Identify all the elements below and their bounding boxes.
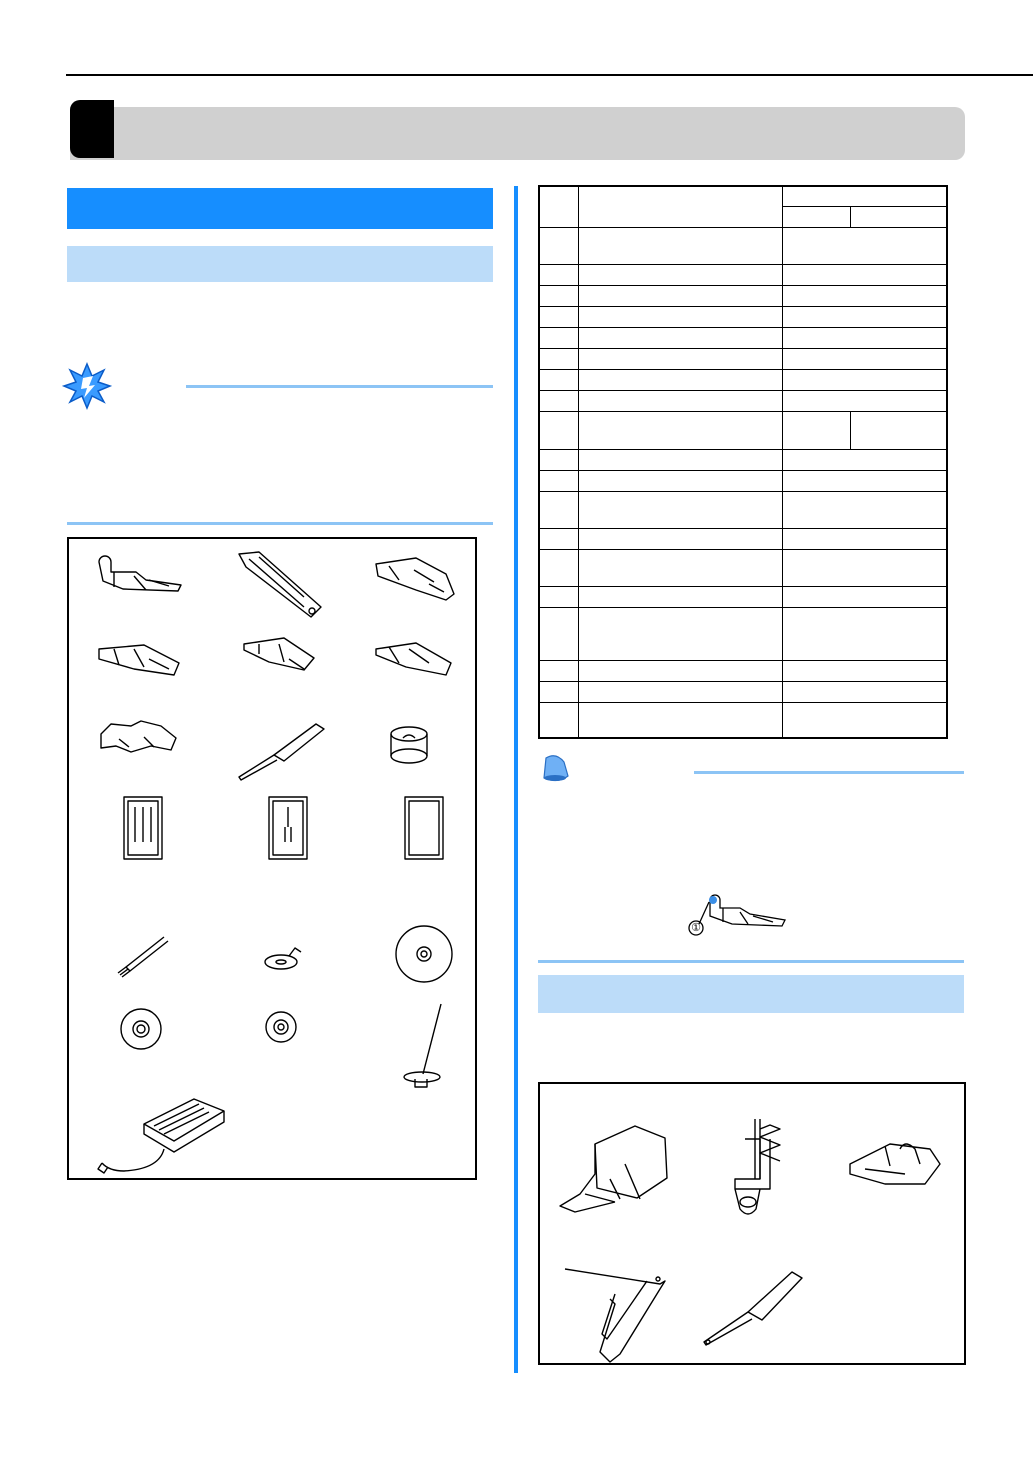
spool-cap-small-icon [266,1012,296,1042]
presser-foot-j-icon [99,556,181,591]
eyelet-punch-icon [265,948,301,969]
table-col-divider-1 [578,187,579,737]
table-col-divider-3a [850,206,851,227]
table-row-line [540,369,946,370]
table-row-line [540,411,946,412]
table-row-line [540,449,946,450]
walking-foot-icon [560,1126,667,1212]
quilting-foot-icon [735,1119,780,1214]
top-rule [66,74,1033,76]
bell-note-icon [538,752,574,784]
section-heading-bar [67,188,493,229]
table-row-line [540,306,946,307]
memo-rule-bottom [67,522,493,525]
twin-needle-icon [269,797,307,859]
note-rule-bottom [538,960,964,963]
memo-rule-top [186,385,493,388]
spool-pin-icon [404,1004,441,1087]
seam-ripper-icon [239,724,324,780]
guide-bar-icon [565,1269,665,1362]
table-row-line [540,528,946,529]
table-row-line [540,660,946,661]
table-col-divider-3b [850,411,851,449]
chapter-header-bar [70,107,965,160]
table-row-line [540,702,946,703]
quarter-inch-foot-icon [850,1144,940,1184]
buttonhole-foot-icon [239,552,321,617]
bobbin-icon [391,727,427,763]
zipper-foot-icon [244,638,314,670]
needle-set-icon [124,797,162,859]
table-col-divider-2 [782,187,783,737]
table-row-line [540,348,946,349]
table-row-line [540,470,946,471]
cleaning-brush-icon [118,937,168,977]
button-fitting-foot-icon [101,721,176,752]
optional-accessories-heading-bar [538,975,964,1013]
table-row-line [540,227,946,228]
memo-burst-icon [62,362,112,410]
table-row-line [540,586,946,587]
chapter-tab [70,100,114,158]
optional-accessories-figure [538,1082,966,1365]
accessory-table [538,185,948,739]
table-row-line [540,327,946,328]
overcasting-foot-icon [376,558,454,600]
seam-guide-screwdriver-icon [704,1272,802,1345]
table-row-line [540,681,946,682]
foot-controller-icon [98,1099,224,1173]
table-row-line [540,390,946,391]
table-row-line [540,549,946,550]
table-row-line [540,264,946,265]
note-rule-top [694,771,964,774]
table-row-line [540,285,946,286]
subsection-heading-bar [67,246,493,282]
spool-cap-medium-icon [121,1009,161,1049]
ballpoint-needle-icon [405,797,443,859]
table-header-split [782,206,948,207]
column-divider-bar [514,186,518,1373]
table-row-line [540,607,946,608]
monogramming-foot-icon [99,645,179,675]
spool-cap-large-icon [396,926,452,982]
presser-foot-figure [685,888,795,940]
table-row-line [540,491,946,492]
callout-marker: ① [691,922,701,934]
accessories-figure [67,537,477,1180]
blind-stitch-foot-icon [376,643,451,675]
